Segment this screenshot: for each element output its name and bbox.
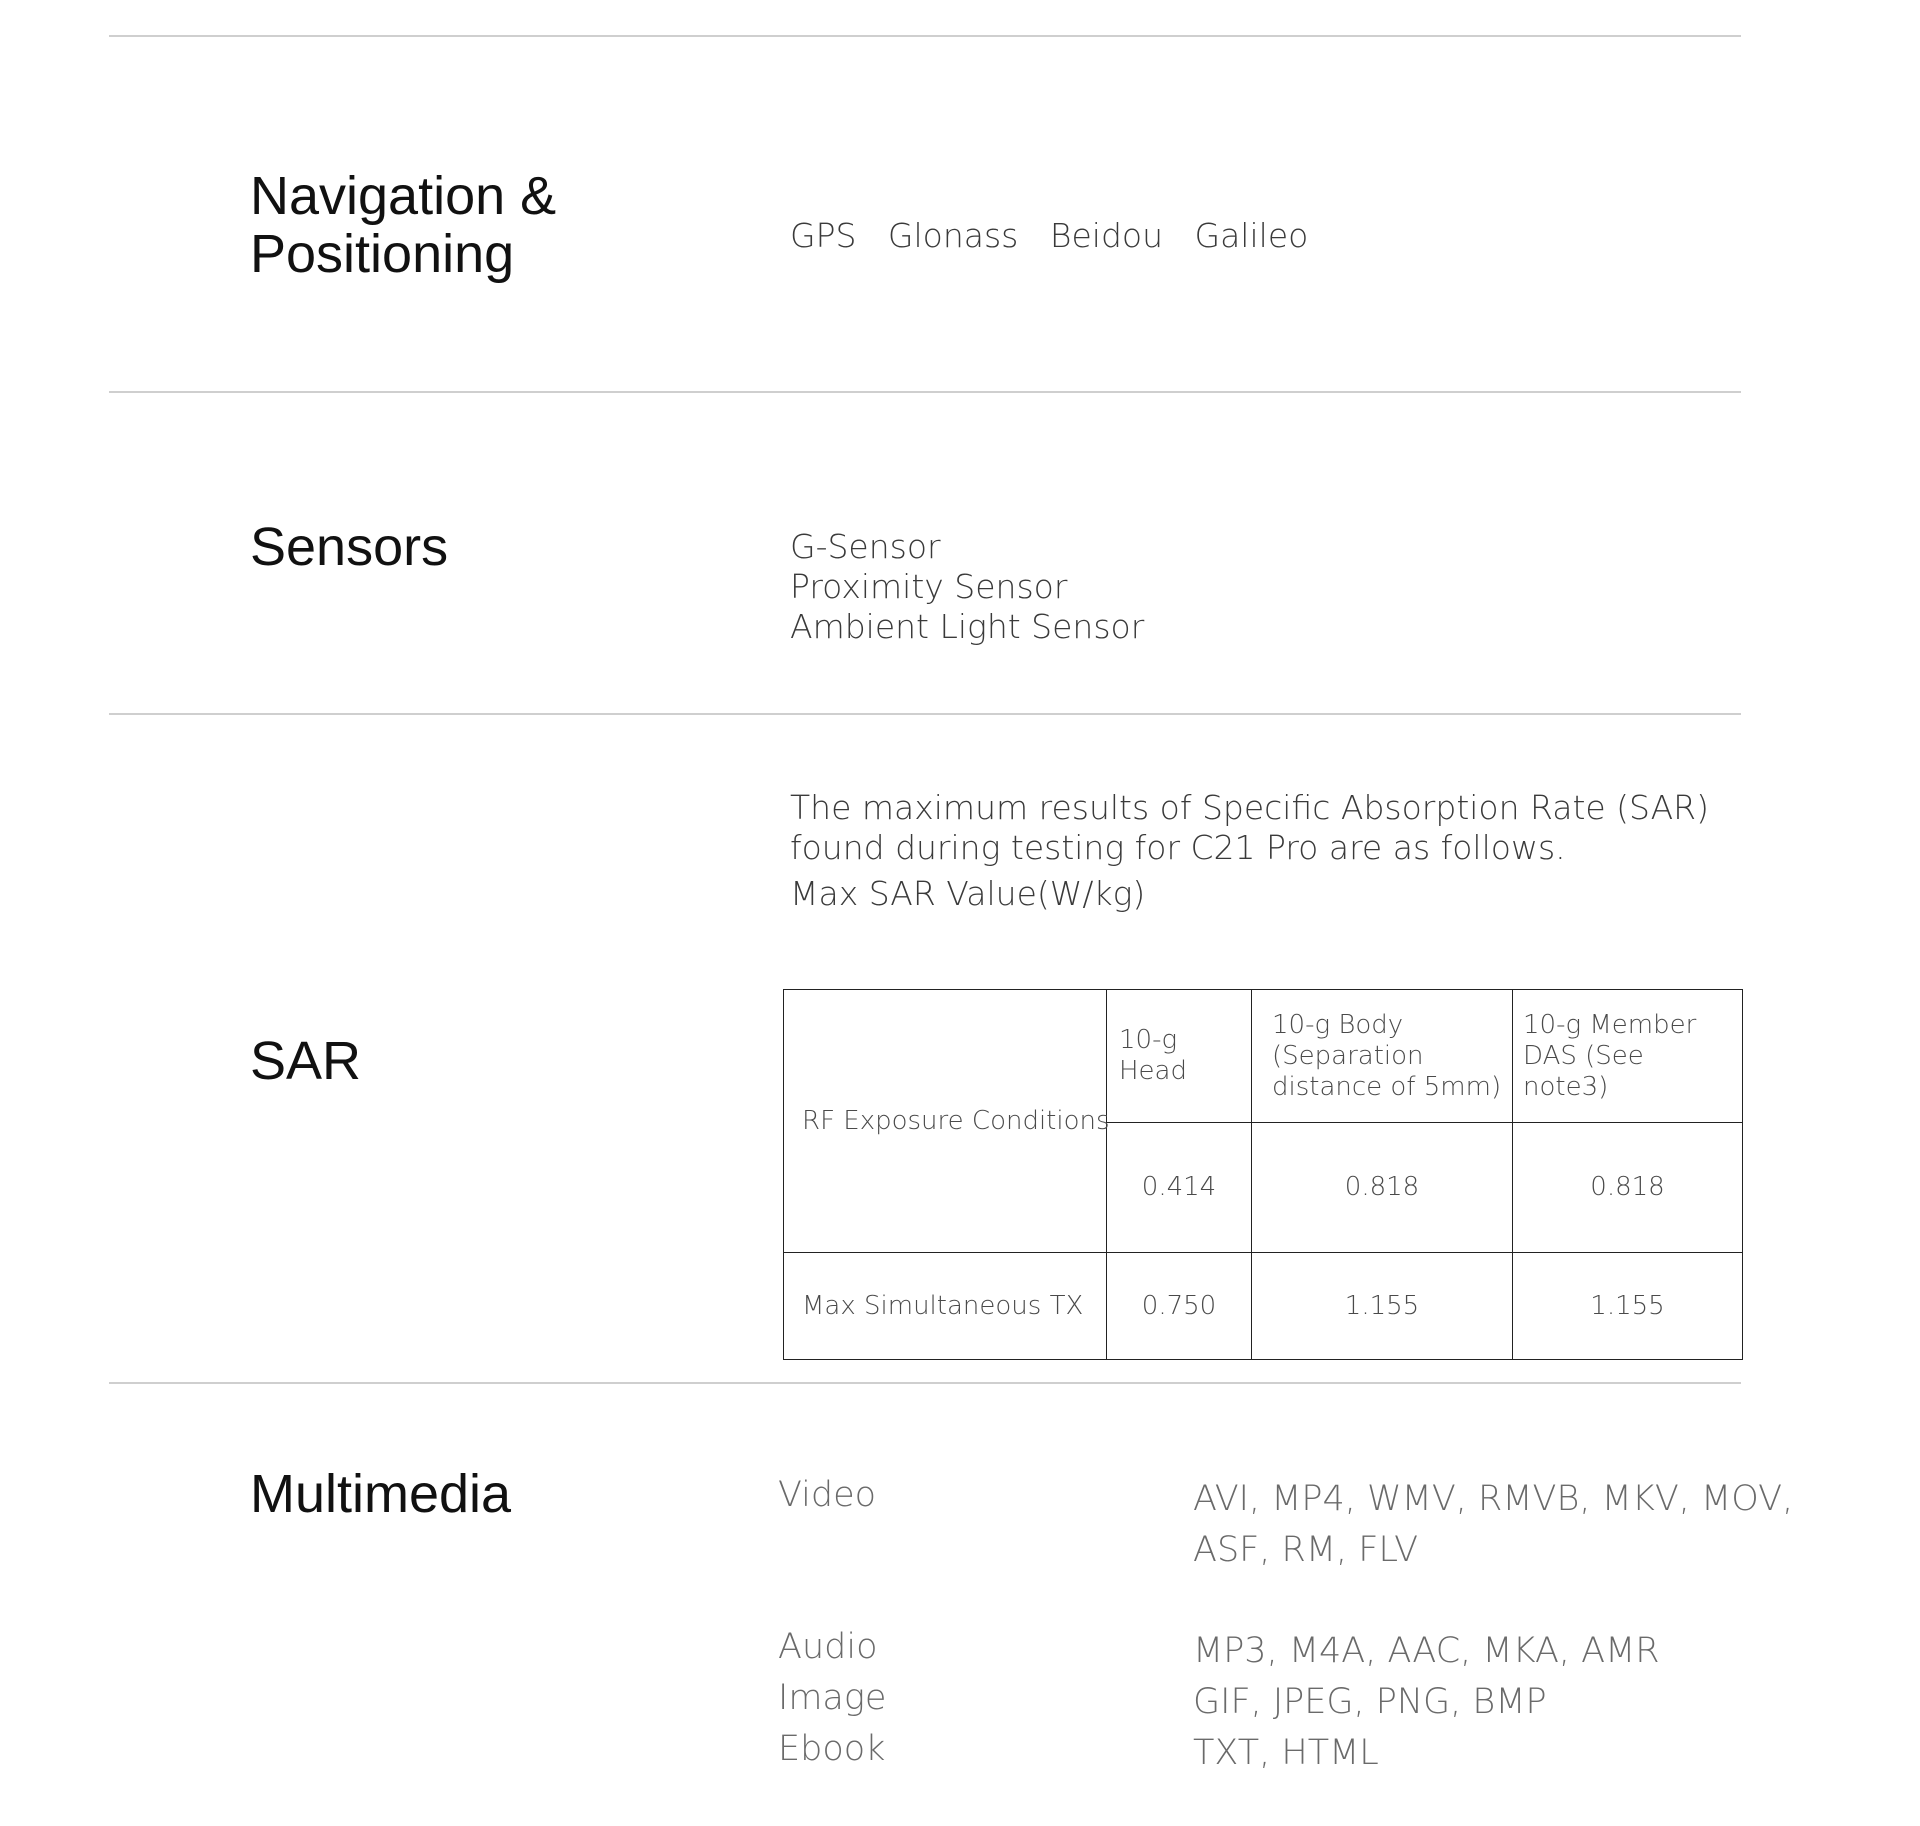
sar-cell-value: 1.155 — [1513, 1253, 1743, 1360]
sar-table — [783, 989, 1743, 1360]
sar-col-head-line: DAS (See note3) — [1523, 1040, 1644, 1102]
sensors-heading: Sensors — [250, 517, 449, 577]
sar-intro — [790, 788, 1709, 914]
navigation-heading-line1: Navigation & — [250, 166, 557, 226]
nav-system-beidou: Beidou — [1049, 216, 1164, 255]
multimedia-label-ebook: Ebook — [778, 1729, 886, 1769]
nav-system-glonass: Glonass — [887, 216, 1019, 255]
sensor-item: Ambient Light Sensor — [790, 607, 1145, 646]
sar-cell-value: 0.750 — [1107, 1253, 1252, 1360]
multimedia-value-line: ASF, RM, FLV — [1193, 1530, 1419, 1570]
sar-col-head-10g-body — [1252, 990, 1513, 1123]
sar-col-head-line: 10-g Body — [1272, 1009, 1404, 1040]
sar-intro-line1: The maximum results of Specific Absorption Rate (SAR) — [790, 788, 1709, 827]
sar-cell-value: 0.414 — [1107, 1123, 1252, 1253]
sensors-list — [790, 527, 1144, 647]
divider-top — [109, 35, 1741, 37]
sar-col-head-line: Head — [1119, 1056, 1187, 1086]
multimedia-heading: Multimedia — [250, 1464, 512, 1524]
divider-sar-multimedia — [109, 1382, 1741, 1384]
sar-cell-value: 1.155 — [1252, 1253, 1513, 1360]
sar-table-header-row — [784, 990, 1743, 1123]
sar-col-head-10g-member — [1513, 990, 1743, 1123]
sensor-item: Proximity Sensor — [790, 567, 1068, 606]
sar-col-head-line: distance of 5mm) — [1272, 1071, 1502, 1102]
sar-col-head-line: 10-g Member — [1523, 1009, 1697, 1040]
sar-intro-line2: found during testing for C21 Pro are as follows. — [790, 828, 1566, 867]
sar-table-row — [784, 1253, 1743, 1360]
nav-system-galileo: Galileo — [1194, 216, 1309, 255]
sar-col-head-line: 10-g — [1119, 1025, 1178, 1055]
sar-row-label: RF Exposure Conditions — [784, 990, 1107, 1253]
sar-unit-line: Max SAR Value(W/kg) — [790, 874, 1146, 913]
navigation-systems — [790, 216, 1329, 256]
sar-row-label: Max Simultaneous TX — [784, 1253, 1107, 1360]
sar-cell-value: 0.818 — [1252, 1123, 1513, 1253]
multimedia-value-video — [1193, 1474, 1793, 1576]
sar-col-head-10g-head — [1107, 990, 1252, 1123]
sensor-item: G-Sensor — [790, 527, 941, 566]
multimedia-value-audio: MP3, M4A, AAC, MKA, AMR — [1193, 1631, 1660, 1671]
navigation-heading — [250, 167, 556, 283]
nav-system-gps: GPS — [790, 216, 857, 255]
multimedia-label-video: Video — [778, 1475, 877, 1515]
sar-heading: SAR — [250, 1031, 362, 1091]
multimedia-value-image: GIF, JPEG, PNG, BMP — [1193, 1682, 1547, 1722]
multimedia-label-image: Image — [778, 1678, 887, 1718]
multimedia-label-audio: Audio — [778, 1627, 878, 1667]
divider-sensors-sar — [109, 713, 1741, 715]
sar-col-head-line: (Separation — [1272, 1040, 1424, 1071]
multimedia-value-line: AVI, MP4, WMV, RMVB, MKV, MOV, — [1193, 1479, 1794, 1519]
divider-navigation-sensors — [109, 391, 1741, 393]
multimedia-value-ebook: TXT, HTML — [1193, 1733, 1379, 1773]
sar-cell-value: 0.818 — [1513, 1123, 1743, 1253]
navigation-heading-line2: Positioning — [250, 224, 515, 284]
